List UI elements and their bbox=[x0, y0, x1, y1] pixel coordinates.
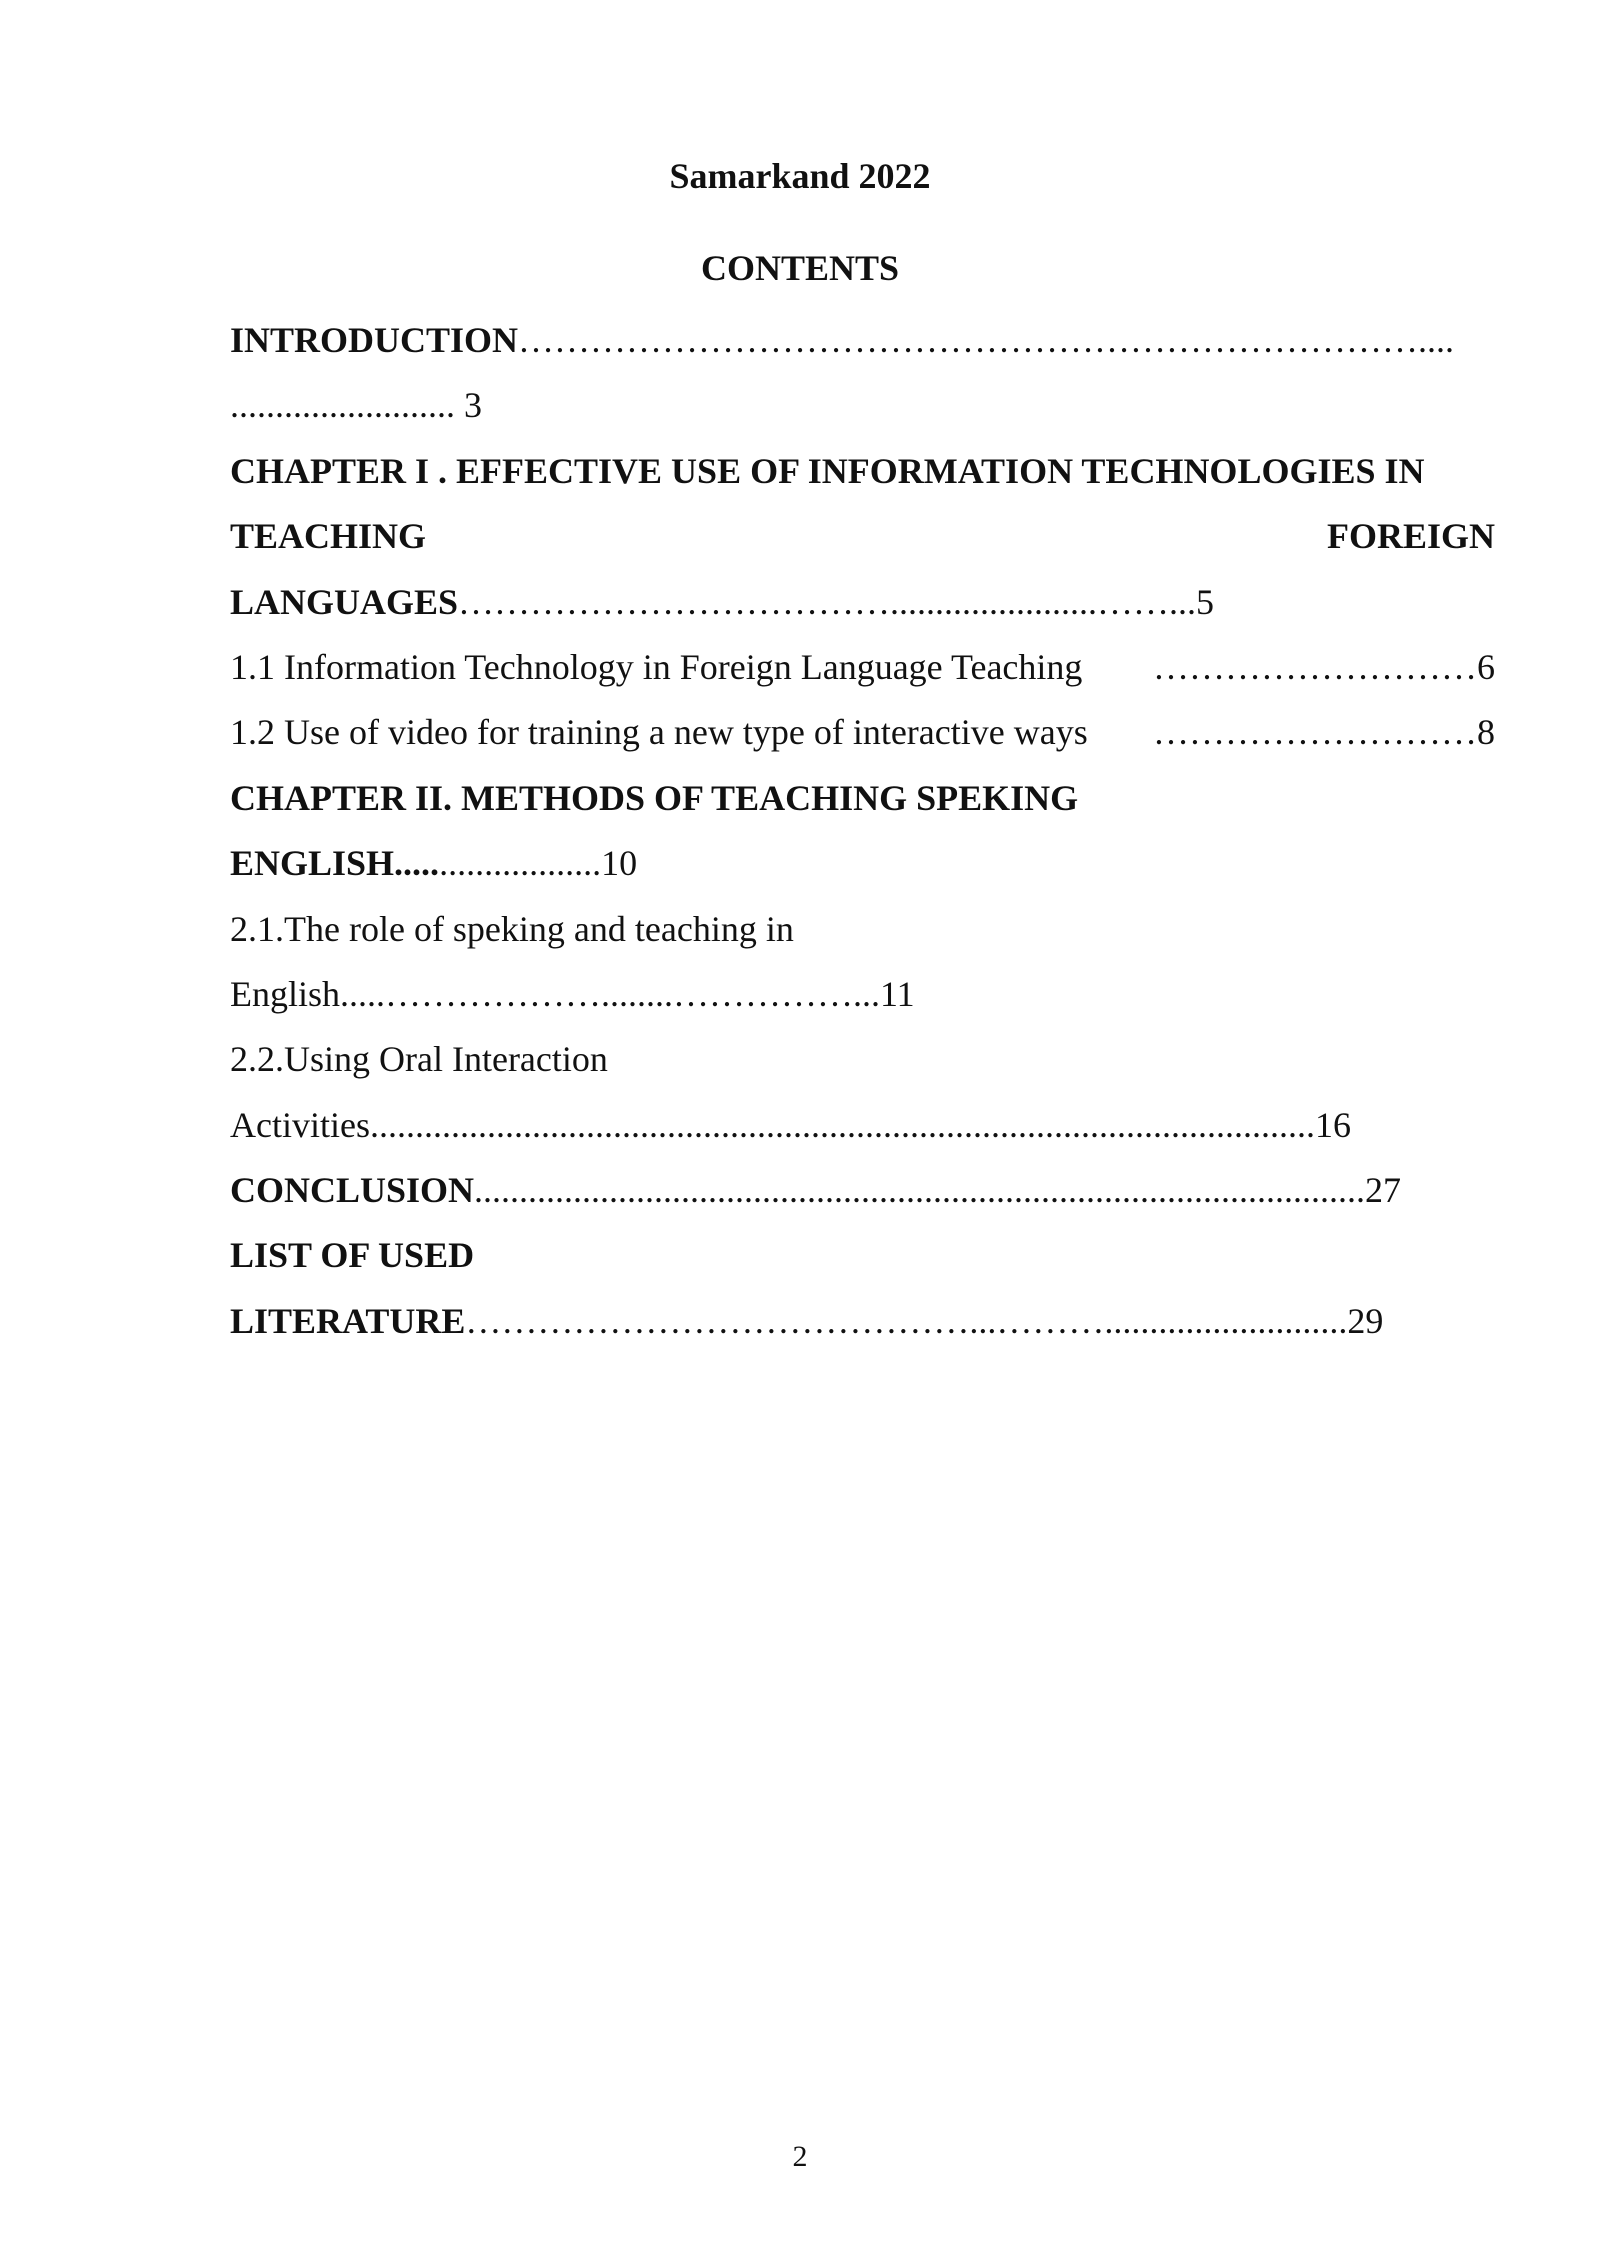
toc-section-1-2-text: 1.2 Use of video for training a new type of interactive ways bbox=[230, 712, 1088, 753]
toc-chapter1-line2 bbox=[230, 504, 1495, 569]
toc-literature-label: LITERATURE bbox=[230, 1300, 466, 1341]
toc-chapter1-line3 bbox=[230, 570, 1495, 635]
toc-chapter1-title: CHAPTER I . EFFECTIVE USE OF INFORMATION TECHNOLOGIES IN bbox=[230, 450, 1425, 491]
toc-section-1-1 bbox=[230, 635, 1495, 700]
toc-section-1-2-dots: ………………………8 bbox=[1153, 712, 1495, 753]
toc-section-1-1-dots: ………………………6 bbox=[1153, 646, 1495, 687]
toc-section-2-1-line1: 2.1.The role of speking and teaching in bbox=[230, 908, 794, 949]
contents-title: CONTENTS bbox=[700, 248, 900, 288]
toc-introduction-label: INTRODUCTION bbox=[230, 320, 519, 360]
toc-chapter1-word-teaching: TEACHING bbox=[230, 516, 427, 557]
toc-section-2-1-line2: English.....………………........……………...11 bbox=[230, 973, 915, 1014]
toc-conclusion-label: CONCLUSION bbox=[230, 1170, 475, 1211]
toc-section-1-1-text: 1.1 Information Technology in Foreign Language Teaching bbox=[230, 646, 1083, 687]
toc-conclusion-dots: ...................................................................................................27 bbox=[474, 1170, 1402, 1211]
toc-introduction bbox=[230, 308, 1495, 373]
toc-chapter2-line2 bbox=[230, 831, 1495, 896]
toc-chapter1-line1 bbox=[230, 439, 1495, 504]
toc-chapter2-title: CHAPTER II. METHODS OF TEACHING SPEKING bbox=[230, 777, 1079, 818]
city-year-heading: Samarkand 2022 bbox=[669, 156, 931, 196]
toc-chapter1-languages: LANGUAGES bbox=[230, 581, 459, 622]
toc-section-2-2-line2: Activities.........................................................................................................16 bbox=[230, 1104, 1351, 1145]
toc-introduction-dots: ………………………………………………………………….... bbox=[518, 320, 1455, 360]
toc-section-1-2 bbox=[230, 700, 1495, 765]
toc-chapter1-word-foreign: FOREIGN bbox=[1326, 516, 1495, 557]
page-number: 2 bbox=[792, 2140, 808, 2173]
table-of-contents bbox=[230, 308, 1495, 1354]
toc-literature-line2 bbox=[230, 1289, 1495, 1354]
toc-section-2-2-line1: 2.2.Using Oral Interaction bbox=[230, 1039, 608, 1080]
toc-literature-dots: ……………………………………...………...........................29 bbox=[465, 1300, 1384, 1341]
toc-conclusion bbox=[230, 1158, 1495, 1223]
toc-introduction-page: ......................... 3 bbox=[230, 385, 482, 426]
toc-literature-line1 bbox=[230, 1223, 1495, 1288]
toc-chapter2-dots: ..................10 bbox=[439, 843, 638, 884]
toc-chapter1-dots: ……………………………….......................……...5 bbox=[458, 581, 1215, 622]
toc-chapter2-english: ENGLISH..... bbox=[230, 843, 440, 884]
toc-literature-title: LIST OF USED bbox=[230, 1235, 475, 1276]
toc-chapter2-line1 bbox=[230, 766, 1495, 831]
